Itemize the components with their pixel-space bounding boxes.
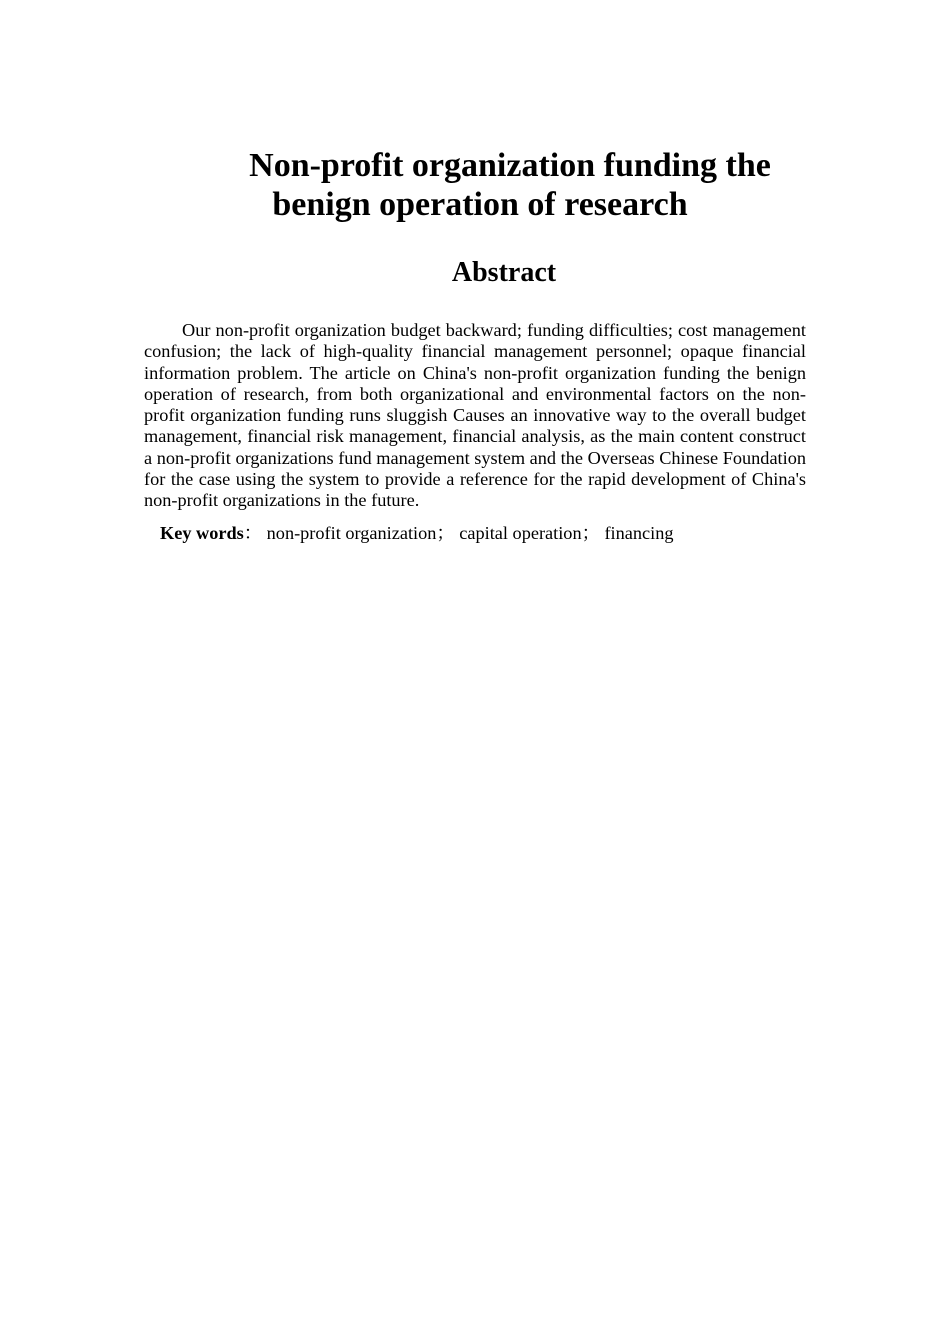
abstract-paragraph: Our non-profit organization budget backward; funding difficulties; cost management confusion; the lack of high-quality financial management personnel; opaque financial information problem. The article on China's non-profit organization funding the benign operation of research, from both organizational and environmental factors on the non-profit organization funding runs sluggish Causes an innovative way to the overall budget management, financial risk management, financial analysis, as the main content construct a non-profit organizations fund management system and the Overseas Chinese Foundation for the case using the system to provide a reference for the rapid development of China's non-profit organizations in the future. (144, 320, 806, 511)
keyword-item: capital operation (459, 523, 582, 543)
keyword-separator: ； (581, 523, 600, 543)
keyword-item: non-profit organization (266, 523, 437, 543)
keyword-item: financing (604, 523, 674, 543)
paper-title-line-1: Non-profit organization funding the (249, 147, 771, 184)
keywords-line (160, 521, 800, 545)
keywords-label-separator: ： (243, 523, 263, 543)
keyword-separator: ； (436, 523, 455, 543)
paper-title (200, 146, 820, 224)
abstract-heading: Abstract (451, 257, 557, 288)
paper-title-line-2: benign operation of research (272, 186, 688, 223)
keywords-label: Key words (160, 523, 244, 543)
